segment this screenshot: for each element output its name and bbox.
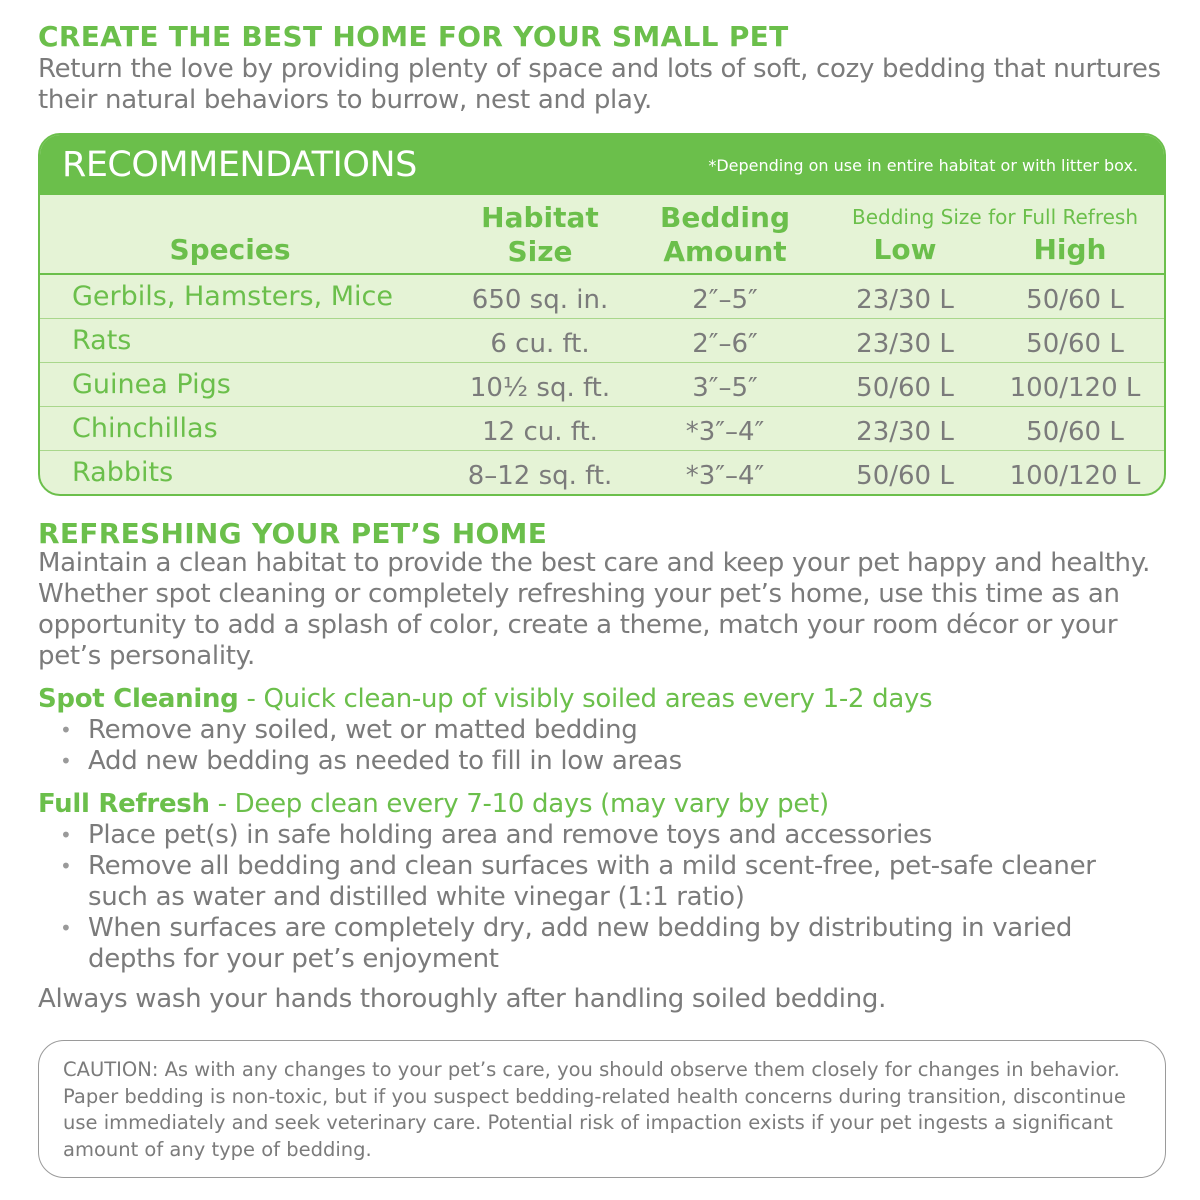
cell-low: 23/30 L (856, 417, 954, 447)
table-row (40, 451, 1164, 495)
cell-habitat-size: 650 sq. in. (471, 285, 609, 315)
cell-high: 50/60 L (1026, 417, 1124, 447)
cell-habitat-size: 8–12 sq. ft. (467, 461, 613, 491)
table-column-headers (40, 197, 1164, 275)
cell-high: 50/60 L (1026, 329, 1124, 359)
cell-low: 50/60 L (856, 461, 954, 491)
column-high: High (1033, 233, 1107, 266)
cell-habitat-size: 12 cu. ft. (482, 417, 598, 447)
table-row (40, 275, 1164, 319)
caution-box: CAUTION: As with any changes to your pet’s care, you should observe them closely for changes in behavior. Paper bedding is non-toxic, but if you suspect bedding-related health concerns during transition, discontinue use immediately and seek veterinary care. Potential risk of impaction exists if your pet ingests a significant amount of any type of bedding. (38, 1040, 1166, 1178)
column-bedding-amount: Bedding Amount (660, 201, 790, 268)
full-refresh-heading (38, 789, 829, 820)
cell-high: 100/120 L (1009, 461, 1141, 491)
list-item: • Add new bedding as needed to fill in low areas (60, 746, 1160, 777)
column-group-full-refresh: Bedding Size for Full Refresh (851, 205, 1139, 229)
recommendations-note: *Depending on use in entire habitat or with litter box. (708, 156, 1138, 175)
cell-bedding-amount: 3″–5″ (692, 373, 758, 403)
cell-bedding-amount: *3″–4″ (685, 461, 765, 491)
cell-low: 23/30 L (856, 285, 954, 315)
table-row (40, 363, 1164, 407)
spot-cleaning-list (60, 715, 1160, 777)
column-species: Species (169, 233, 291, 266)
cell-species: Rabbits (72, 457, 174, 488)
cell-low: 23/30 L (856, 329, 954, 359)
cell-habitat-size: 10½ sq. ft. (469, 373, 611, 403)
cell-species: Guinea Pigs (72, 369, 231, 400)
cell-bedding-amount: 2″–6″ (692, 329, 758, 359)
cell-low: 50/60 L (856, 373, 954, 403)
spot-cleaning-desc: - Quick clean-up of visibly soiled areas every 1-2 days (238, 684, 933, 714)
list-item: • Place pet(s) in safe holding area and remove toys and accessories (60, 820, 1160, 851)
list-item: • Remove all bedding and clean surfaces with a mild scent-free, pet-safe cleaner such as water and distilled white vinegar (1:1 ratio) (60, 851, 1160, 913)
cell-species: Rats (72, 325, 132, 356)
recommendations-title: RECOMMENDATIONS (62, 145, 417, 185)
refreshing-title: REFRESHING YOUR PET’S HOME (38, 517, 548, 550)
cell-bedding-amount: 2″–5″ (692, 285, 758, 315)
hand-washing-note: Always wash your hands thoroughly after handling soiled bedding. (38, 984, 887, 1014)
column-habitat-size: Habitat Size (481, 201, 599, 268)
table-row (40, 407, 1164, 451)
refreshing-paragraph: Maintain a clean habitat to provide the best care and keep your pet happy and healthy. Whether spot cleaning or completely refreshing your pet’s home, use this time as an opportunity to add a splash of color, create a theme, match your room décor or your pet’s personality. (38, 548, 1151, 671)
cell-species: Gerbils, Hamsters, Mice (72, 281, 394, 312)
page-title: CREATE THE BEST HOME FOR YOUR SMALL PET (38, 20, 789, 53)
cell-high: 100/120 L (1009, 373, 1141, 403)
recommendations-header (40, 135, 1164, 195)
column-low: Low (873, 233, 937, 266)
spot-cleaning-label: Spot Cleaning (38, 684, 239, 714)
recommendations-table (38, 133, 1166, 496)
cell-habitat-size: 6 cu. ft. (490, 329, 590, 359)
full-refresh-list (60, 820, 1160, 975)
list-item: • When surfaces are completely dry, add new bedding by distributing in varied depths for your pet’s enjoyment (60, 913, 1160, 975)
cell-species: Chinchillas (72, 413, 218, 444)
cell-bedding-amount: *3″–4″ (685, 417, 765, 447)
full-refresh-label: Full Refresh (38, 789, 210, 819)
list-item: • Remove any soiled, wet or matted bedding (60, 715, 1160, 746)
full-refresh-desc: - Deep clean every 7-10 days (may vary by pet) (209, 789, 829, 819)
spot-cleaning-heading (38, 684, 932, 715)
cell-high: 50/60 L (1026, 285, 1124, 315)
table-row (40, 319, 1164, 363)
intro-paragraph: Return the love by providing plenty of space and lots of soft, cozy bedding that nurtures their natural behaviors to burrow, nest and play. (38, 54, 1161, 115)
table-body (40, 275, 1164, 495)
